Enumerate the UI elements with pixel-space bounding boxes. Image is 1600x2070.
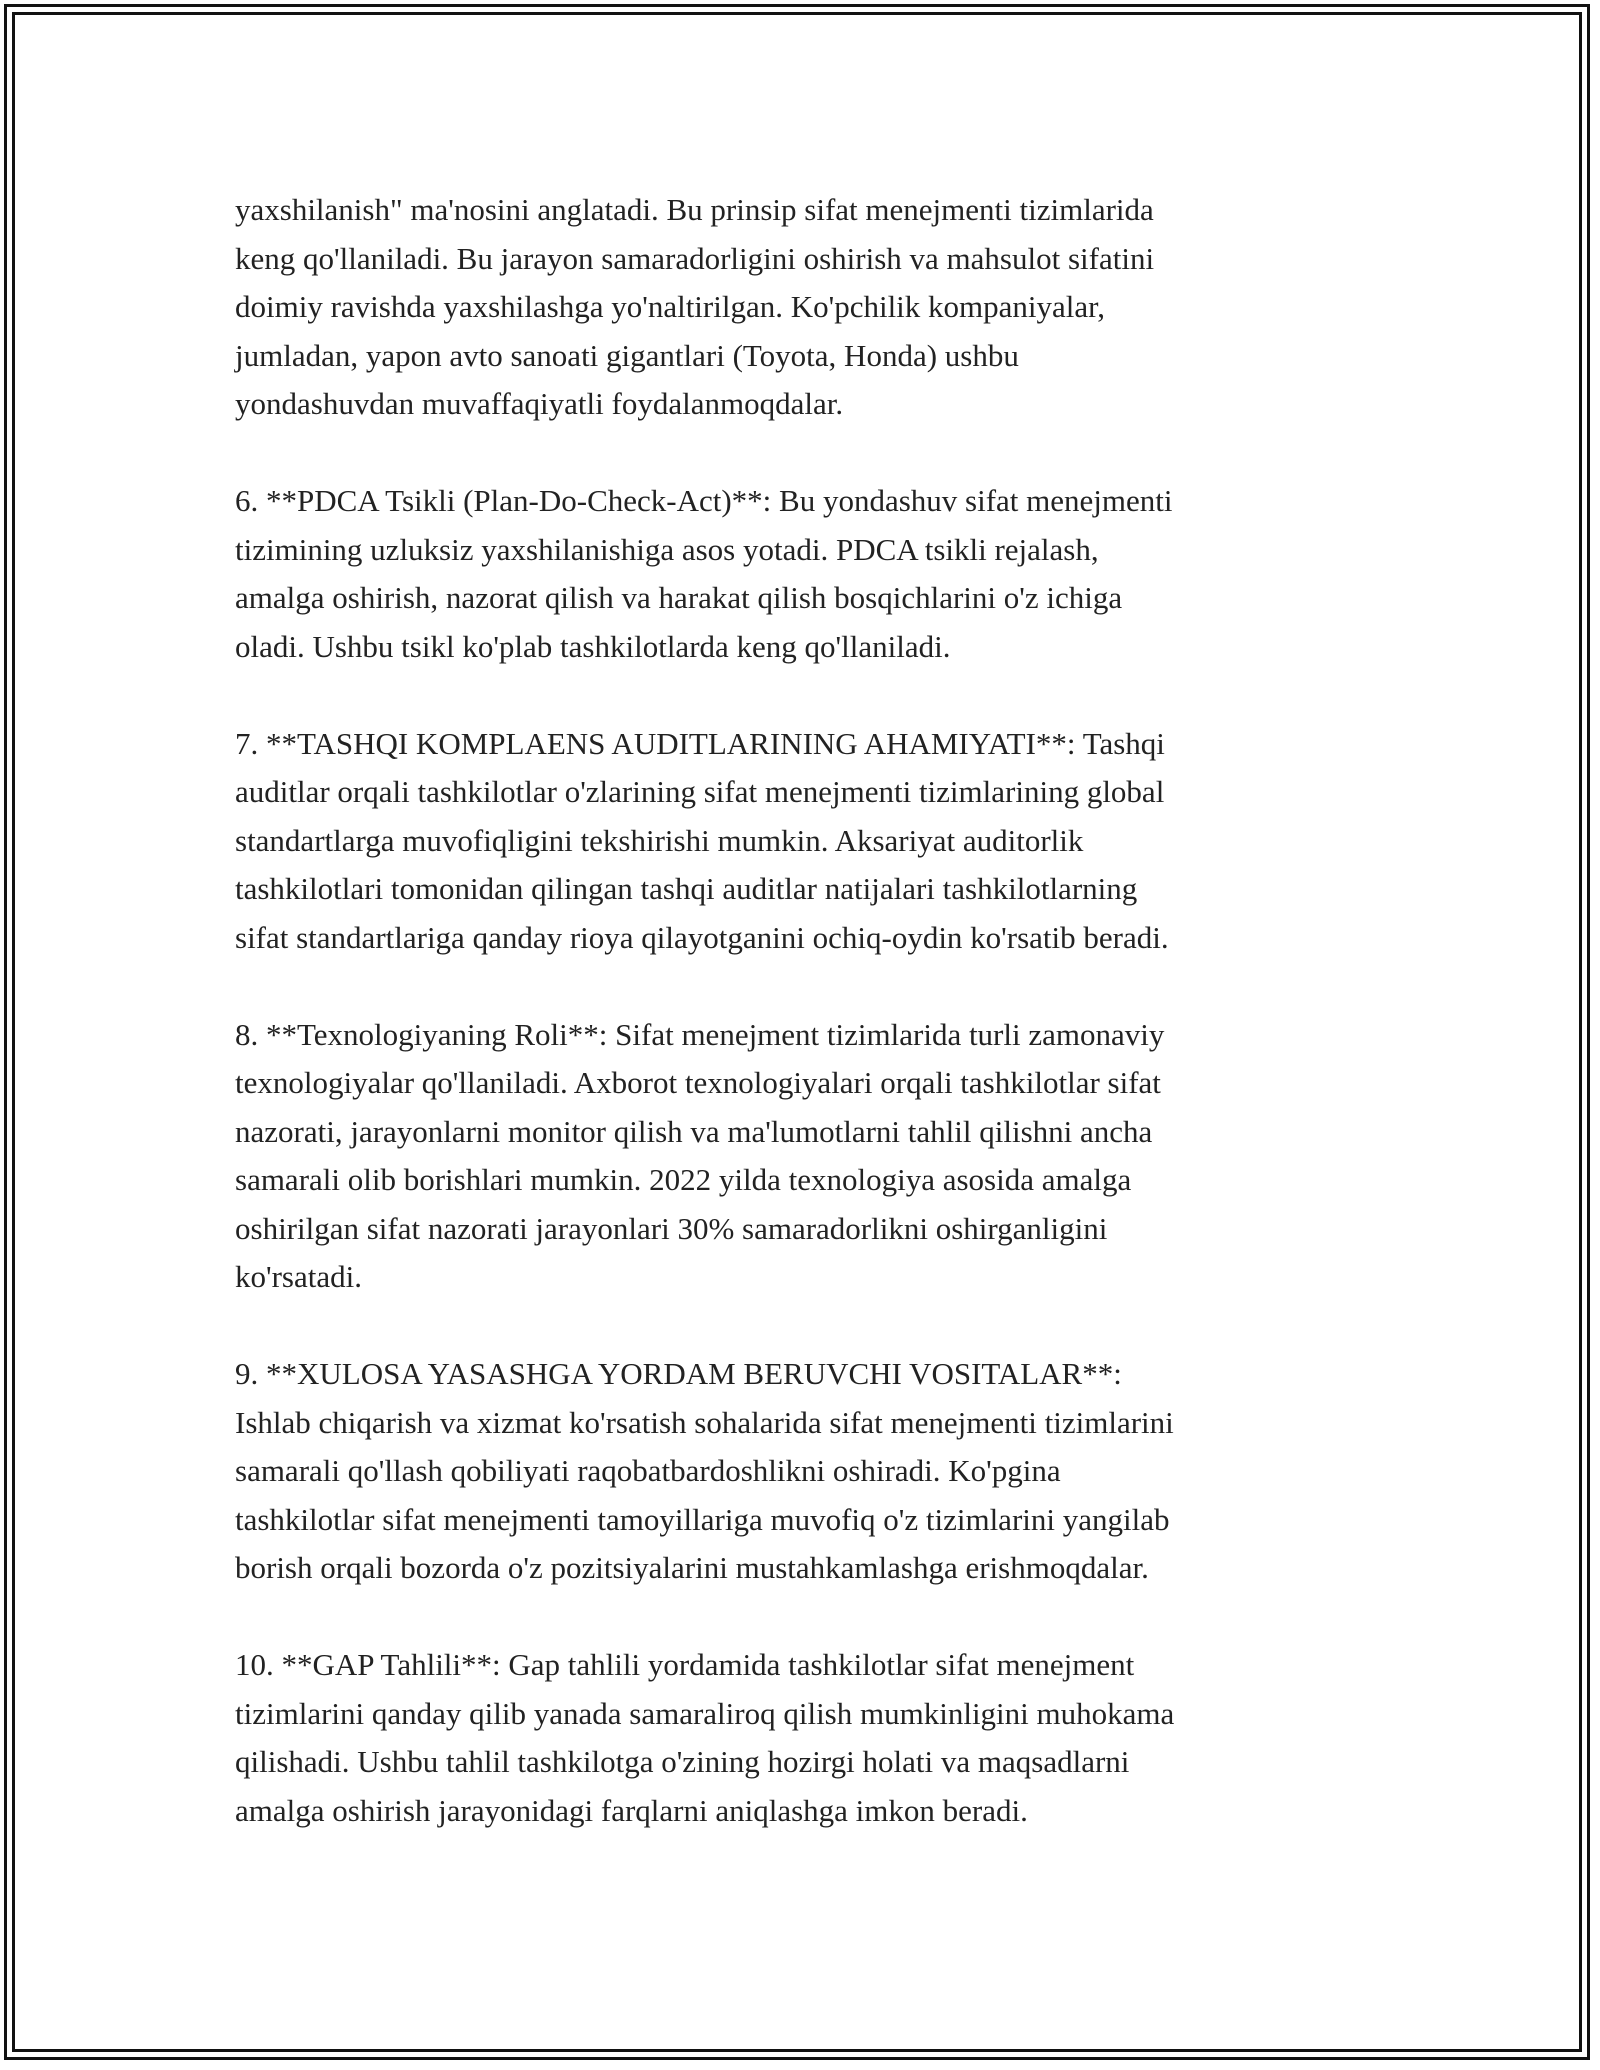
paragraph-technology-role: 8. **Texnologiyaning Roli**: Sifat menejment tizimlarida turli zamonaviy texnologiyalar qo'llaniladi. Axborot texnologiyalari orqali tashkilotlar sifat nazorati, jarayonlarni monitor qilish va ma'lumotlarni tahlil qilishni ancha samarali olib borishlari mumkin. 2022 yilda texnologiya asosida amalga oshirilgan sifat nazorati jarayonlari 30% samaradorlikni oshirganligini ko'rsatadi.	[235, 1016, 1165, 1294]
paragraph-external-audits: 7. **TASHQI KOMPLAENS AUDITLARINING AHAMIYATI**: Tashqi auditlar orqali tashkilotlar o'zlarining sifat menejmenti tizimlarining global standartlarga muvofiqligini tekshirishi mumkin. Aksariyat auditorlik tashkilotlari tomonidan qilingan tashqi auditlar natijalari tashkilotlarning sifat standartlariga qanday rioya qilayotganini ochiq-oydin ko'rsatib beradi.	[235, 725, 1169, 955]
paragraph-gap-analysis: 10. **GAP Tahlili**: Gap tahlili yordamida tashkilotlar sifat menejment tizimlarini qanday qilib yanada samaraliroq qilish mumkinligini muhokama qilishadi. Ushbu tahlil tashkilotga o'zining hozirgi holati va maqsadlarni amalga oshirish jarayonidagi farqlarni aniqlashga imkon beradi.	[235, 1647, 1175, 1828]
paragraph-conclusion-tools: 9. **XULOSA YASASHGA YORDAM BERUVCHI VOSITALAR**: Ishlab chiqarish va xizmat ko'rsatish sohalarida sifat menejmenti tizimlarini samarali qo'llash qobiliyati raqobatbardoshlikni oshiradi. Ko'pgina tashkilotlar sifat menejmenti tamoyillariga muvofiq o'z tizimlarini yangilab borish orqali bozorda o'z pozitsiyalarini mustahkamlashga erishmoqdalar.	[235, 1356, 1174, 1585]
paragraph-kaizen-continuation: yaxshilanish" ma'nosini anglatadi. Bu prinsip sifat menejmenti tizimlarida keng qo'llaniladi. Bu jarayon samaradorligini oshirish va mahsulot sifatini doimiy ravishda yaxshilashga yo'naltirilgan. Ko'pchilik kompaniyalar, jumladan, yapon avto sanoati gigantlari (Toyota, Honda) ushbu yondashuvdan muvaffaqiyatli foydalanmoqdalar.	[235, 192, 1155, 421]
paragraph-pdca-cycle: 6. **PDCA Tsikli (Plan-Do-Check-Act)**: Bu yondashuv sifat menejmenti tizimining uzluksiz yaxshilanishiga asos yotadi. PDCA tsikli rejalash, amalga oshirish, nazorat qilish va harakat qilish bosqichlarini o'z ichiga oladi. Ushbu tsikl ko'plab tashkilotlarda keng qo'llaniladi.	[235, 483, 1173, 664]
document-body	[235, 186, 1375, 1884]
